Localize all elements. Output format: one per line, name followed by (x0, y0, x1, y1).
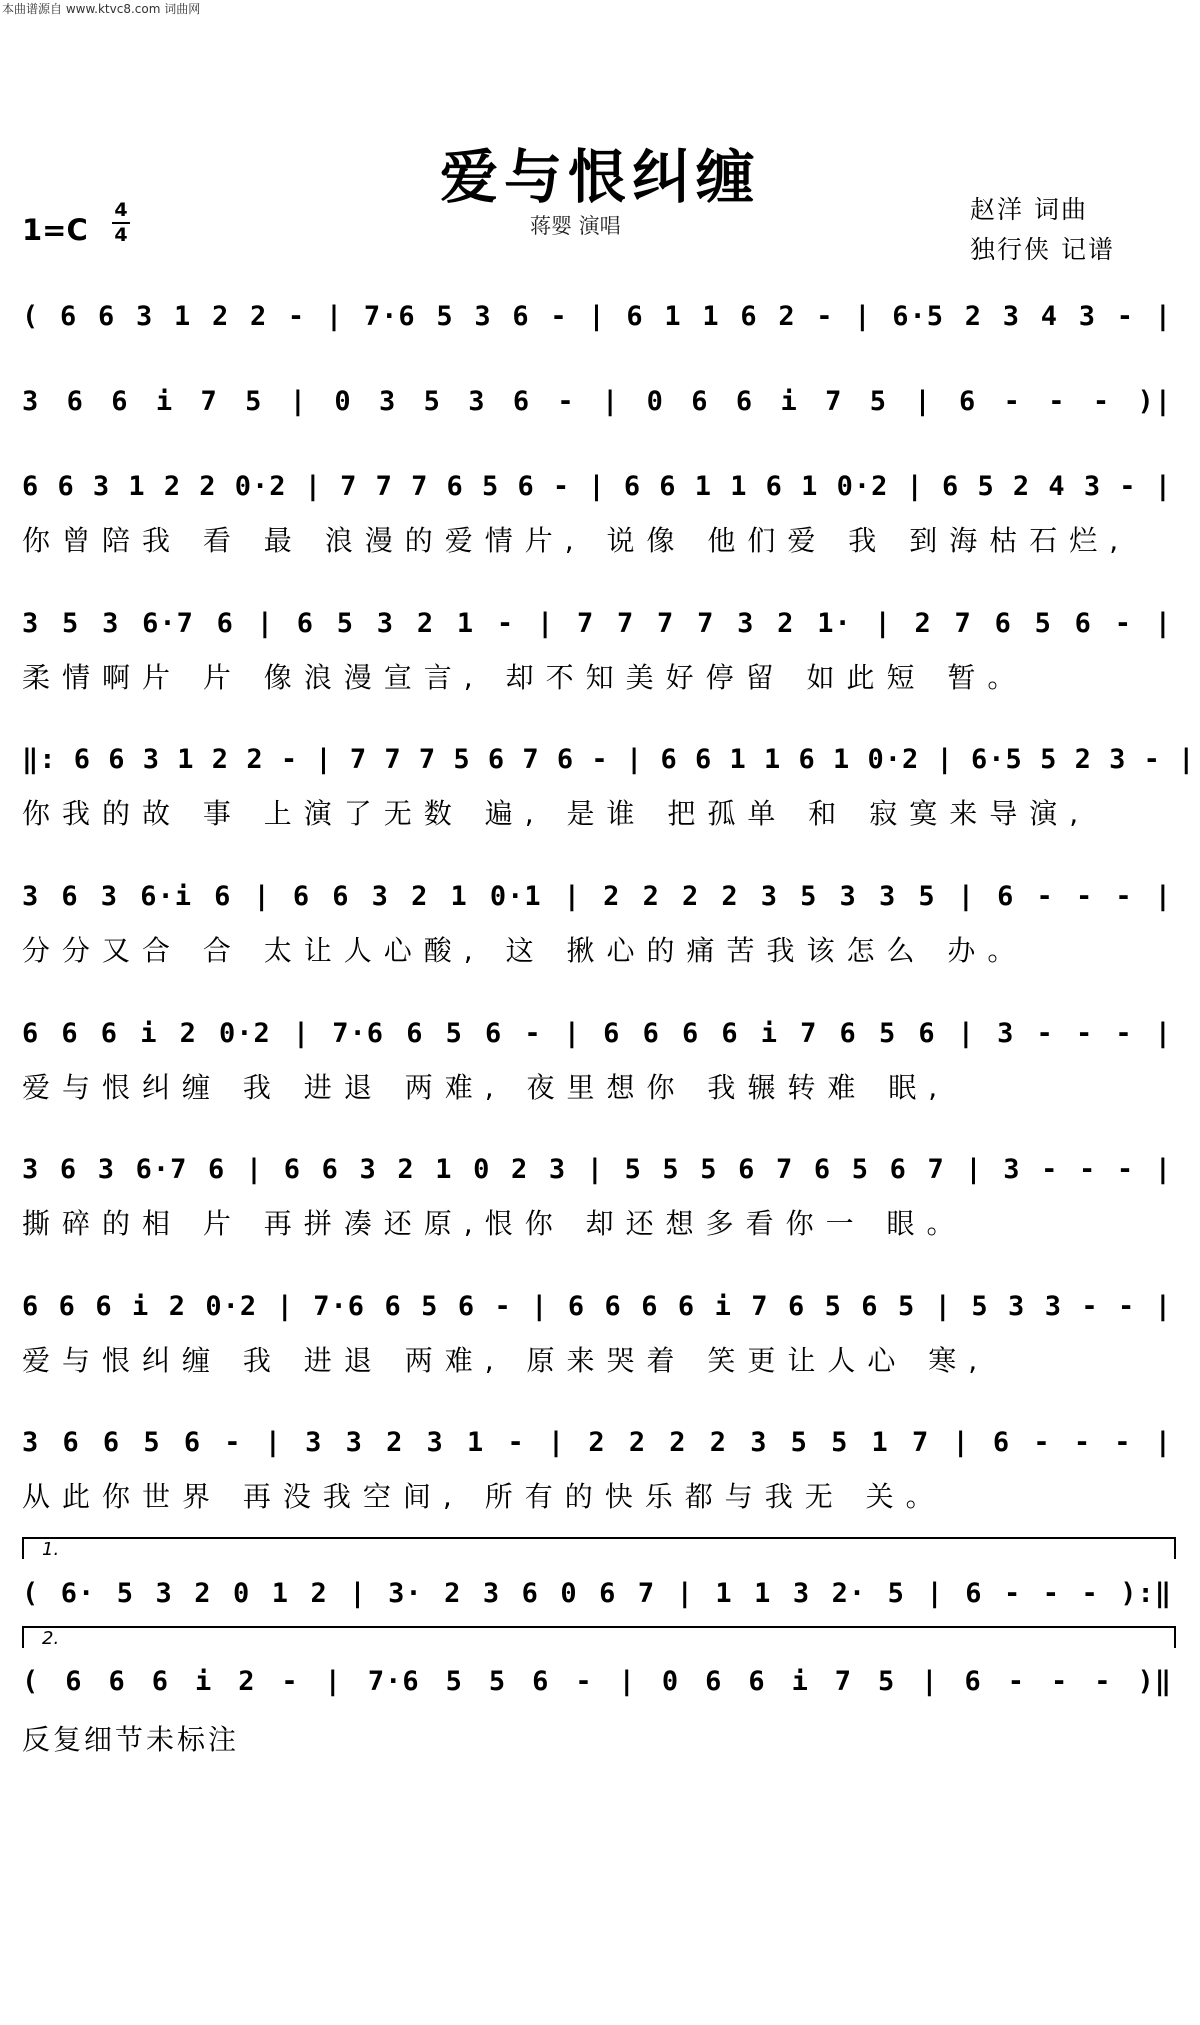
time-signature-bottom: 4 (114, 224, 128, 246)
key-signature: 1=C (22, 213, 88, 247)
lyricist-credit: 赵洋 词曲 (970, 195, 1088, 224)
song-title: 爱与恨纠缠 (439, 143, 760, 211)
time-signature (112, 200, 130, 246)
transcriber-credit: 独行侠 记谱 (970, 235, 1115, 264)
lyric-line: 柔情啊片 片 像浪漫宣言, 却不知美好停留 如此短 暂。 (22, 661, 1028, 694)
notes-line: 3 6 6 5 6 - | 3 3 2 3 1 - | 2 2 2 2 3 5 5 1 7 | 6 - - - | (22, 1427, 1172, 1458)
notes-line: ‖: 6 6 3 1 2 2 - | 7 7 7 5 6 7 6 - | 6 6 1 1 6 1 0·2 | 6·5 5 2 3 - | (22, 744, 1196, 775)
first-ending-bracket (22, 1537, 1176, 1559)
lyric-line: 撕碎的相 片 再拼凑还原,恨你 却还想多看你一 眼。 (22, 1207, 967, 1240)
notes-line: ( 6 6 6 i 2 - | 7·6 5 5 6 - | 0 6 6 i 7 5 | 6 - - - )‖ (22, 1666, 1172, 1697)
lyric-line: 你曾陪我 看 最 浪漫的爱情片, 说像 他们爱 我 到海枯石烂, (22, 524, 1131, 557)
lyric-line: 从此你世界 再没我空间, 所有的快乐都与我无 关。 (22, 1480, 946, 1513)
footer-note: 反复细节未标注 (22, 1723, 240, 1756)
notes-line: 3 5 3 6·7 6 | 6 5 3 2 1 - | 7 7 7 7 3 2 1· | 2 7 6 5 6 - | (22, 608, 1172, 639)
second-ending-label: 2. (42, 1628, 60, 1649)
first-ending-label: 1. (42, 1539, 60, 1560)
singer-credit: 蒋婴 演唱 (530, 214, 621, 238)
lyric-line: 分分又合 合 太让人心酸, 这 揪心的痛苦我该怎么 办。 (22, 934, 1028, 967)
notes-line: 3 6 6 i 7 5 | 0 3 5 3 6 - | 0 6 6 i 7 5 | 6 - - - )| (22, 386, 1172, 417)
notes-line: ( 6· 5 3 2 0 1 2 | 3· 2 3 6 0 6 7 | 1 1 3 2· 5 | 6 - - - ):‖ (22, 1578, 1172, 1609)
time-signature-top: 4 (114, 199, 128, 221)
second-ending-bracket (22, 1626, 1176, 1648)
notes-line: 3 6 3 6·7 6 | 6 6 3 2 1 0 2 3 | 5 5 5 6 7 6 5 6 7 | 3 - - - | (22, 1154, 1172, 1185)
notes-line: 6 6 6 i 2 0·2 | 7·6 6 5 6 - | 6 6 6 6 i 7 6 5 6 | 3 - - - | (22, 1018, 1172, 1049)
notes-line: 6 6 6 i 2 0·2 | 7·6 6 5 6 - | 6 6 6 6 i 7 6 5 6 5 | 5 3 3 - - | (22, 1291, 1172, 1322)
notes-line: 3 6 3 6·i 6 | 6 6 3 2 1 0·1 | 2 2 2 2 3 5 3 3 5 | 6 - - - | (22, 881, 1172, 912)
lyric-line: 爱与恨纠缠 我 进退 两难, 夜里想你 我辗转难 眠, (22, 1071, 950, 1104)
lyric-line: 爱与恨纠缠 我 进退 两难, 原来哭着 笑更让人心 寒, (22, 1344, 990, 1377)
notes-line: 6 6 3 1 2 2 0·2 | 7 7 7 6 5 6 - | 6 6 1 1 6 1 0·2 | 6 5 2 4 3 - | (22, 471, 1172, 502)
source-watermark: 本曲谱源自 www.ktvc8.com 词曲网 (2, 2, 201, 16)
lyric-line: 你我的故 事 上演了无数 遍, 是谁 把孤单 和 寂寞来导演, (22, 797, 1091, 830)
notes-line: ( 6 6 3 1 2 2 - | 7·6 5 3 6 - | 6 1 1 6 2 - | 6·5 2 3 4 3 - | (22, 301, 1172, 332)
